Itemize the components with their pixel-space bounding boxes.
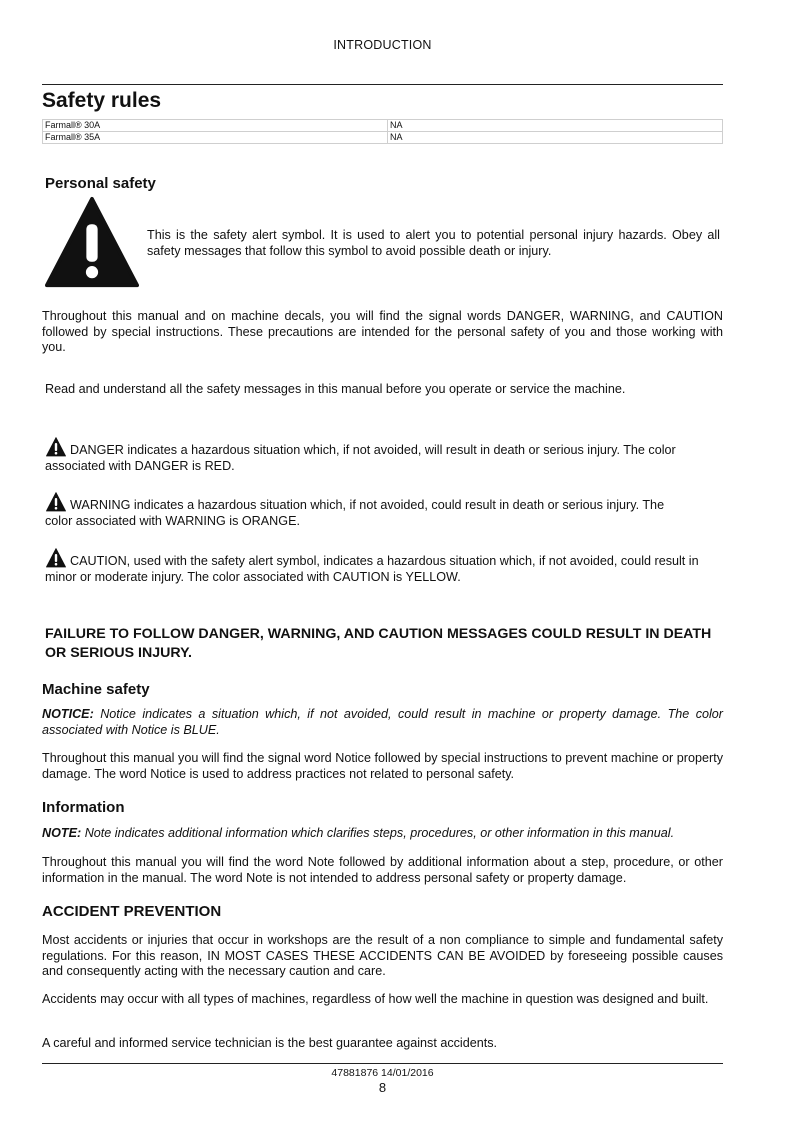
page-title: Safety rules <box>42 89 162 112</box>
heading-accident-prevention: ACCIDENT PREVENTION <box>42 903 222 920</box>
document-id: 47881876 14/01/2016 <box>331 1067 434 1079</box>
model-value: NA <box>388 132 723 144</box>
note-label: NOTE: <box>42 826 82 840</box>
caution-alert-icon <box>45 548 67 568</box>
notice-text: Notice indicates a situation which, if not avoided, could result in machine or property damage. The color associated with Notice is BLUE. <box>42 707 724 737</box>
accident-paragraph-3: A careful and informed service technician is the best guarantee against accidents. <box>42 1036 498 1050</box>
danger-paragraph <box>45 437 695 474</box>
warning-alert-icon <box>45 492 67 512</box>
note-paragraph <box>42 826 723 842</box>
heading-personal-safety: Personal safety <box>45 175 156 192</box>
running-header: INTRODUCTION <box>333 38 432 52</box>
accident-paragraph-2: Accidents may occur with all types of machines, regardless of how well the machine in question was designed and built. <box>42 992 709 1006</box>
model-applicability-table <box>42 119 723 144</box>
alert-symbol-text: This is the safety alert symbol. It is used to alert you to potential personal injury hazards. Obey all safety messages that follow this symbol to avoid possible death or injury. <box>147 228 720 258</box>
table-row <box>43 132 723 144</box>
note-text: Note indicates additional information which clarifies steps, procedures, or other information in this manual. <box>84 826 675 840</box>
footer-rule <box>42 1063 723 1064</box>
information-body: Throughout this manual you will find the word Note followed by additional information about a step, procedure, or other information in the manual. The word Note is not intended to address personal safety or property damage. <box>42 855 723 885</box>
signal-words-paragraph: Throughout this manual and on machine decals, you will find the signal words DANGER, WARNING, and CAUTION followed by special instructions. These precautions are intended for the personal safety of you and those working with you. <box>42 309 723 355</box>
heading-information: Information <box>42 799 125 816</box>
heading-machine-safety: Machine safety <box>42 681 150 698</box>
danger-alert-icon <box>45 437 67 457</box>
model-value: NA <box>388 120 723 132</box>
model-name: Farmall® 30A <box>43 120 388 132</box>
caution-text: CAUTION, used with the safety alert symbol, indicates a hazardous situation which, if not avoided, could result in minor or moderate injury. The color associated with CAUTION is YELLOW. <box>45 554 699 584</box>
warning-text: WARNING indicates a hazardous situation which, if not avoided, could result in death or serious injury. The color associated with WARNING is ORANGE. <box>45 498 665 528</box>
safety-alert-icon <box>45 196 139 290</box>
read-messages-paragraph: Read and understand all the safety messages in this manual before you operate or service the machine. <box>45 382 626 396</box>
accident-paragraph-1: Most accidents or injuries that occur in workshops are the result of a non compliance to simple and fundamental safety regulations. For this reason, IN MOST CASES THESE ACCIDENTS CAN BE AVOIDED by foreseeing possible causes and consequently acting with the necessary caution and care. <box>42 933 723 979</box>
model-name: Farmall® 35A <box>43 132 388 144</box>
failure-warning: FAILURE TO FOLLOW DANGER, WARNING, AND CAUTION MESSAGES COULD RESULT IN DEATH OR SERIOUS INJURY. <box>45 626 712 661</box>
danger-text: DANGER indicates a hazardous situation which, if not avoided, will result in death or serious injury. The color associated with DANGER is RED. <box>45 443 676 473</box>
machine-safety-body: Throughout this manual you will find the signal word Notice followed by special instructions to prevent machine or property damage. The word Notice is used to address practices not related to personal safety. <box>42 751 723 781</box>
caution-paragraph <box>45 548 721 585</box>
warning-paragraph <box>45 492 690 529</box>
notice-label: NOTICE: <box>42 707 94 721</box>
table-row <box>43 120 723 132</box>
page-number: 8 <box>378 1080 387 1095</box>
notice-paragraph <box>42 707 723 738</box>
header-rule <box>42 84 723 85</box>
